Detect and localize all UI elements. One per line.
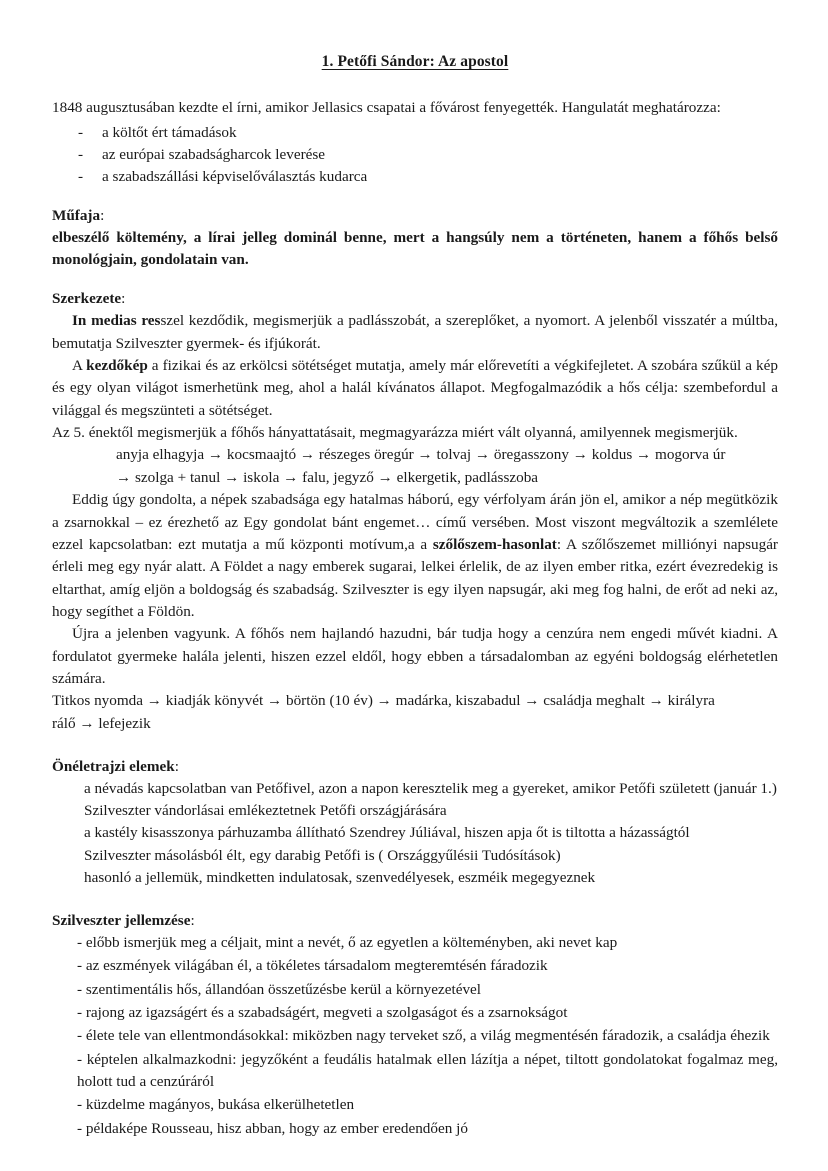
szerkezete-paragraph-3: Az 5. énektől megismerjük a főhős hányattatásait, megmagyarázza miért vált olyanná, amilyennek megismerjük. <box>52 424 738 442</box>
list-item: - élete tele van ellentmondásokkal: miközben nagy terveket sző, a világ megmentésén fáradozik, a családja éhezik <box>77 1027 770 1045</box>
section-heading-label: Szerkezete <box>52 290 122 308</box>
szerkezete-paragraph-2-rest: a fizikai és az erkölcsi sötétséget mutatja, amely már előrevetíti a végkifejletet. A szobára szűkül a kép és egy olyan világot ismerhetünk meg, ahol a halál kívánatos állapot. Megfogalmazódik a hős célja: szembefordul a világgal és megszünteti a sötétséget. <box>52 357 778 419</box>
szerkezete-paragraph-5: Újra a jelenben vagyunk. A főhős nem hajlandó hazudni, bár tudja hogy a cenzúra nem engedi művét kiadni. A fordulatot gyermeke halála jelenti, hiszen ezzel eldől, hogy ebben a társadalomban az egyéni boldogság elérhetetlen számára. <box>52 625 778 687</box>
list-item: - képtelen alkalmazkodni: jegyzőként a feudális hatalmak ellen lázítja a népet, tiltott gondolatokat fogalmaz meg, holott tud a cenzúráról <box>77 1050 778 1090</box>
szerkezete-paragraph-1 <box>52 310 778 355</box>
dash-marker: - <box>78 123 84 141</box>
intro-dash-list <box>52 122 778 189</box>
mufaja-body: elbeszélő költemény, a lírai jelleg dominál benne, mert a hangsúly nem a történeten, hanem a főhős belső monológjain, gondolatain van. <box>52 229 778 269</box>
spacer <box>52 271 778 288</box>
jellemzese-list <box>52 932 778 1140</box>
section-heading-mufaja <box>52 205 778 227</box>
list-item: - előbb ismerjük meg a céljait, mint a nevét, ő az egyetlen a költeményben, aki nevet kap <box>77 933 618 951</box>
spacer <box>52 188 778 205</box>
chain-line-4: rálő → lefejezik <box>52 714 151 732</box>
list-item-label: az európai szabadságharcok leverése <box>102 145 326 163</box>
term-szoloszem-hasonlat: szőlőszem-hasonlat <box>432 535 557 553</box>
chain-line-3: Titkos nyomda → kiadják könyvét → börtön (10 év) → madárka, kiszabadul → családja meghalt → királyra <box>52 692 715 710</box>
section-heading-oneletrajzi <box>52 756 778 778</box>
list-item: Szilveszter másolásból élt, egy darabig Petőfi is ( Országgyűlésii Tudósítások) <box>84 846 561 864</box>
colon: : <box>174 757 179 775</box>
term-in-medias-res: In medias res <box>72 312 161 330</box>
list-item-label: a szabadszállási képviselőválasztás kudarca <box>102 168 368 186</box>
section-heading-jellemzese <box>52 910 778 932</box>
list-item <box>52 122 778 144</box>
oneletrajzi-list <box>52 778 778 889</box>
intro-paragraph: 1848 augusztusában kezdte el írni, amikor Jellasics csapatai a fővárost fenyegették. Hangulatát meghatározza: <box>52 99 721 117</box>
szerkezete-paragraph-2 <box>52 355 778 422</box>
szerkezete-paragraph-4-rest: : A szőlőszemet milliónyi napsugár érleli meg egy nyár alatt. A Földet a nagy emberek sugarai, lelkei érlelik, de az ilyen ember ritka, ezért évezredekig is eltarthat, amíg eljön a boldogság és szabadság. Szilveszter is egy ilyen napsugár, aki meg fog halni, de erőt ad neki az, hogy segíthet a Földön. <box>52 535 778 620</box>
list-item <box>52 144 778 166</box>
list-item: - küzdelme magányos, bukása elkerülhetetlen <box>77 1096 355 1114</box>
section-heading-label: Önéletrajzi elemek <box>52 757 175 775</box>
list-item: - az eszmények világában él, a tökéletes társadalom megteremtésén fáradozik <box>77 957 548 975</box>
list-item: - rajong az igazságért és a szabadságért, megveti a szolgaságot és a zsarnokságot <box>77 1003 568 1021</box>
dash-marker: - <box>78 168 84 186</box>
szerkezete-paragraph-2-pre: A <box>72 357 87 375</box>
chain-line-2: → szolga + tanul → iskola → falu, jegyző → elkergetik, padlásszoba <box>116 468 539 486</box>
term-kezdokep: kezdőkép <box>86 357 148 375</box>
section-heading-szerkezete <box>52 288 778 310</box>
list-item: - szentimentális hős, állandóan összetűzésbe kerül a környezetével <box>77 980 482 998</box>
section-heading-label: Szilveszter jellemzése <box>52 911 191 929</box>
spacer <box>52 735 778 756</box>
chain-line-1: anyja elhagyja → kocsmaajtó → részeges öregúr → tolvaj → öregasszony → koldus → mogorva úr <box>116 446 726 464</box>
page-title <box>52 52 778 71</box>
list-item: - példaképe Rousseau, hisz abban, hogy az ember eredendően jó <box>77 1119 468 1137</box>
list-item: a kastély kisasszonya párhuzamba állítható Szendrey Júliával, hiszen apja őt is tiltotta a házasságtól <box>84 824 690 842</box>
section-heading-label: Műfaja <box>52 207 101 225</box>
list-item <box>52 166 778 188</box>
page-title-text: 1. Petőfi Sándor: Az apostol <box>321 53 509 70</box>
spacer <box>52 889 778 910</box>
szerkezete-paragraph-4 <box>52 489 778 623</box>
szerkezete-paragraph-1-rest: szel kezdődik, megismerjük a padlásszobát, a szereplőket, a nyomort. A jelenből visszatér a múltba, bemutatja Szilveszter gyermek- és ifjúkorát. <box>52 312 778 352</box>
colon: : <box>100 207 105 225</box>
list-item: a névadás kapcsolatban van Petőfivel, azon a napon keresztelik meg a gyereket, amikor Petőfi született (január 1.) <box>84 779 777 797</box>
dash-marker: - <box>78 145 84 163</box>
colon: : <box>190 911 195 929</box>
szerkezete-paragraph-4-pre: Eddig úgy gondolta, a népek szabadsága egy hatalmas háború, egy vérfolyam árán jön el, amikor a nép megütközik a zsarnokkal – ez érezhető az Egy gondolat bánt engemet… című versében. Most viszont megváltozik a szemlélete ezzel kapcsolatban: ezt mutatja a mű központi motívum,a a <box>52 491 778 553</box>
list-item: hasonló a jellemük, mindketten indulatosak, szenvedélyesek, eszméik megegyeznek <box>84 868 596 886</box>
colon: : <box>121 290 126 308</box>
list-item-label: a költőt ért támadások <box>102 123 237 141</box>
list-item: Szilveszter vándorlásai emlékeztetnek Petőfi országjárására <box>84 802 447 820</box>
